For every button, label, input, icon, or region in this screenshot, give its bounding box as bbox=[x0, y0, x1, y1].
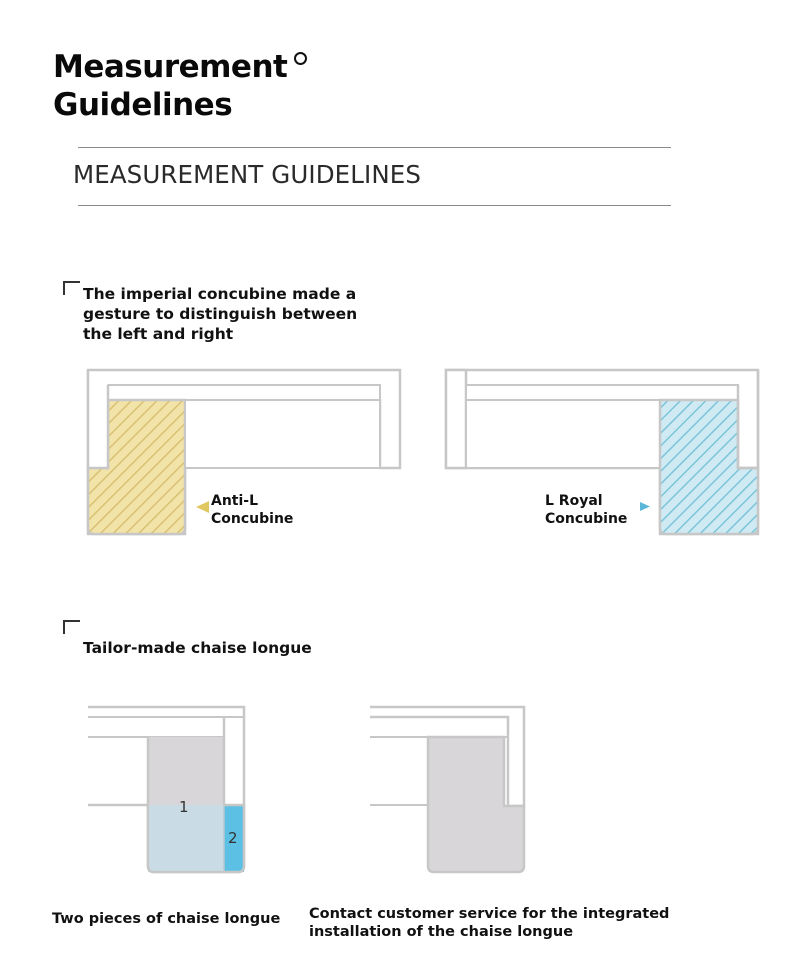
piece-1-number: 1 bbox=[179, 798, 189, 816]
page-title-line-2: Guidelines bbox=[53, 87, 233, 123]
degree-icon bbox=[294, 52, 307, 65]
sofa-seat bbox=[185, 400, 380, 468]
section-heading: MEASUREMENT GUIDELINES bbox=[73, 160, 421, 189]
bottom-divider bbox=[78, 205, 671, 206]
sofa-left-arm bbox=[88, 370, 108, 468]
arrow-right-shape bbox=[640, 502, 650, 511]
page-title bbox=[53, 48, 287, 124]
sofa-seat bbox=[466, 400, 660, 468]
page-title-line-1: Measurement bbox=[53, 49, 288, 85]
section-title-chaise: Tailor-made chaise longue bbox=[83, 639, 312, 657]
sofa-backrest bbox=[108, 385, 380, 400]
arrow-left-icon bbox=[196, 500, 210, 514]
section-title-left-right: The imperial concubine made a gesture to distinguish between the left and right bbox=[83, 285, 358, 343]
arrow-right-icon bbox=[640, 502, 650, 511]
top-divider bbox=[78, 147, 671, 148]
arrow-left-shape bbox=[196, 501, 209, 513]
sofa-left-arm bbox=[446, 370, 466, 468]
chaise-seat bbox=[428, 737, 524, 872]
seat-upper bbox=[148, 737, 224, 805]
l-royal-label: L Royal Concubine bbox=[545, 493, 628, 527]
piece-2-number: 2 bbox=[228, 829, 238, 847]
sofa-backrest bbox=[466, 385, 738, 400]
integrated-chaise-diagram bbox=[362, 700, 537, 880]
corner-bracket-icon bbox=[63, 620, 80, 634]
corner-bracket-icon bbox=[63, 281, 80, 295]
two-piece-caption: Two pieces of chaise longue bbox=[52, 911, 281, 927]
anti-l-label: Anti-L Concubine bbox=[211, 493, 294, 527]
two-piece-chaise-diagram bbox=[80, 700, 255, 880]
integrated-caption: Contact customer service for the integrated installation of the chaise longue bbox=[309, 906, 670, 940]
